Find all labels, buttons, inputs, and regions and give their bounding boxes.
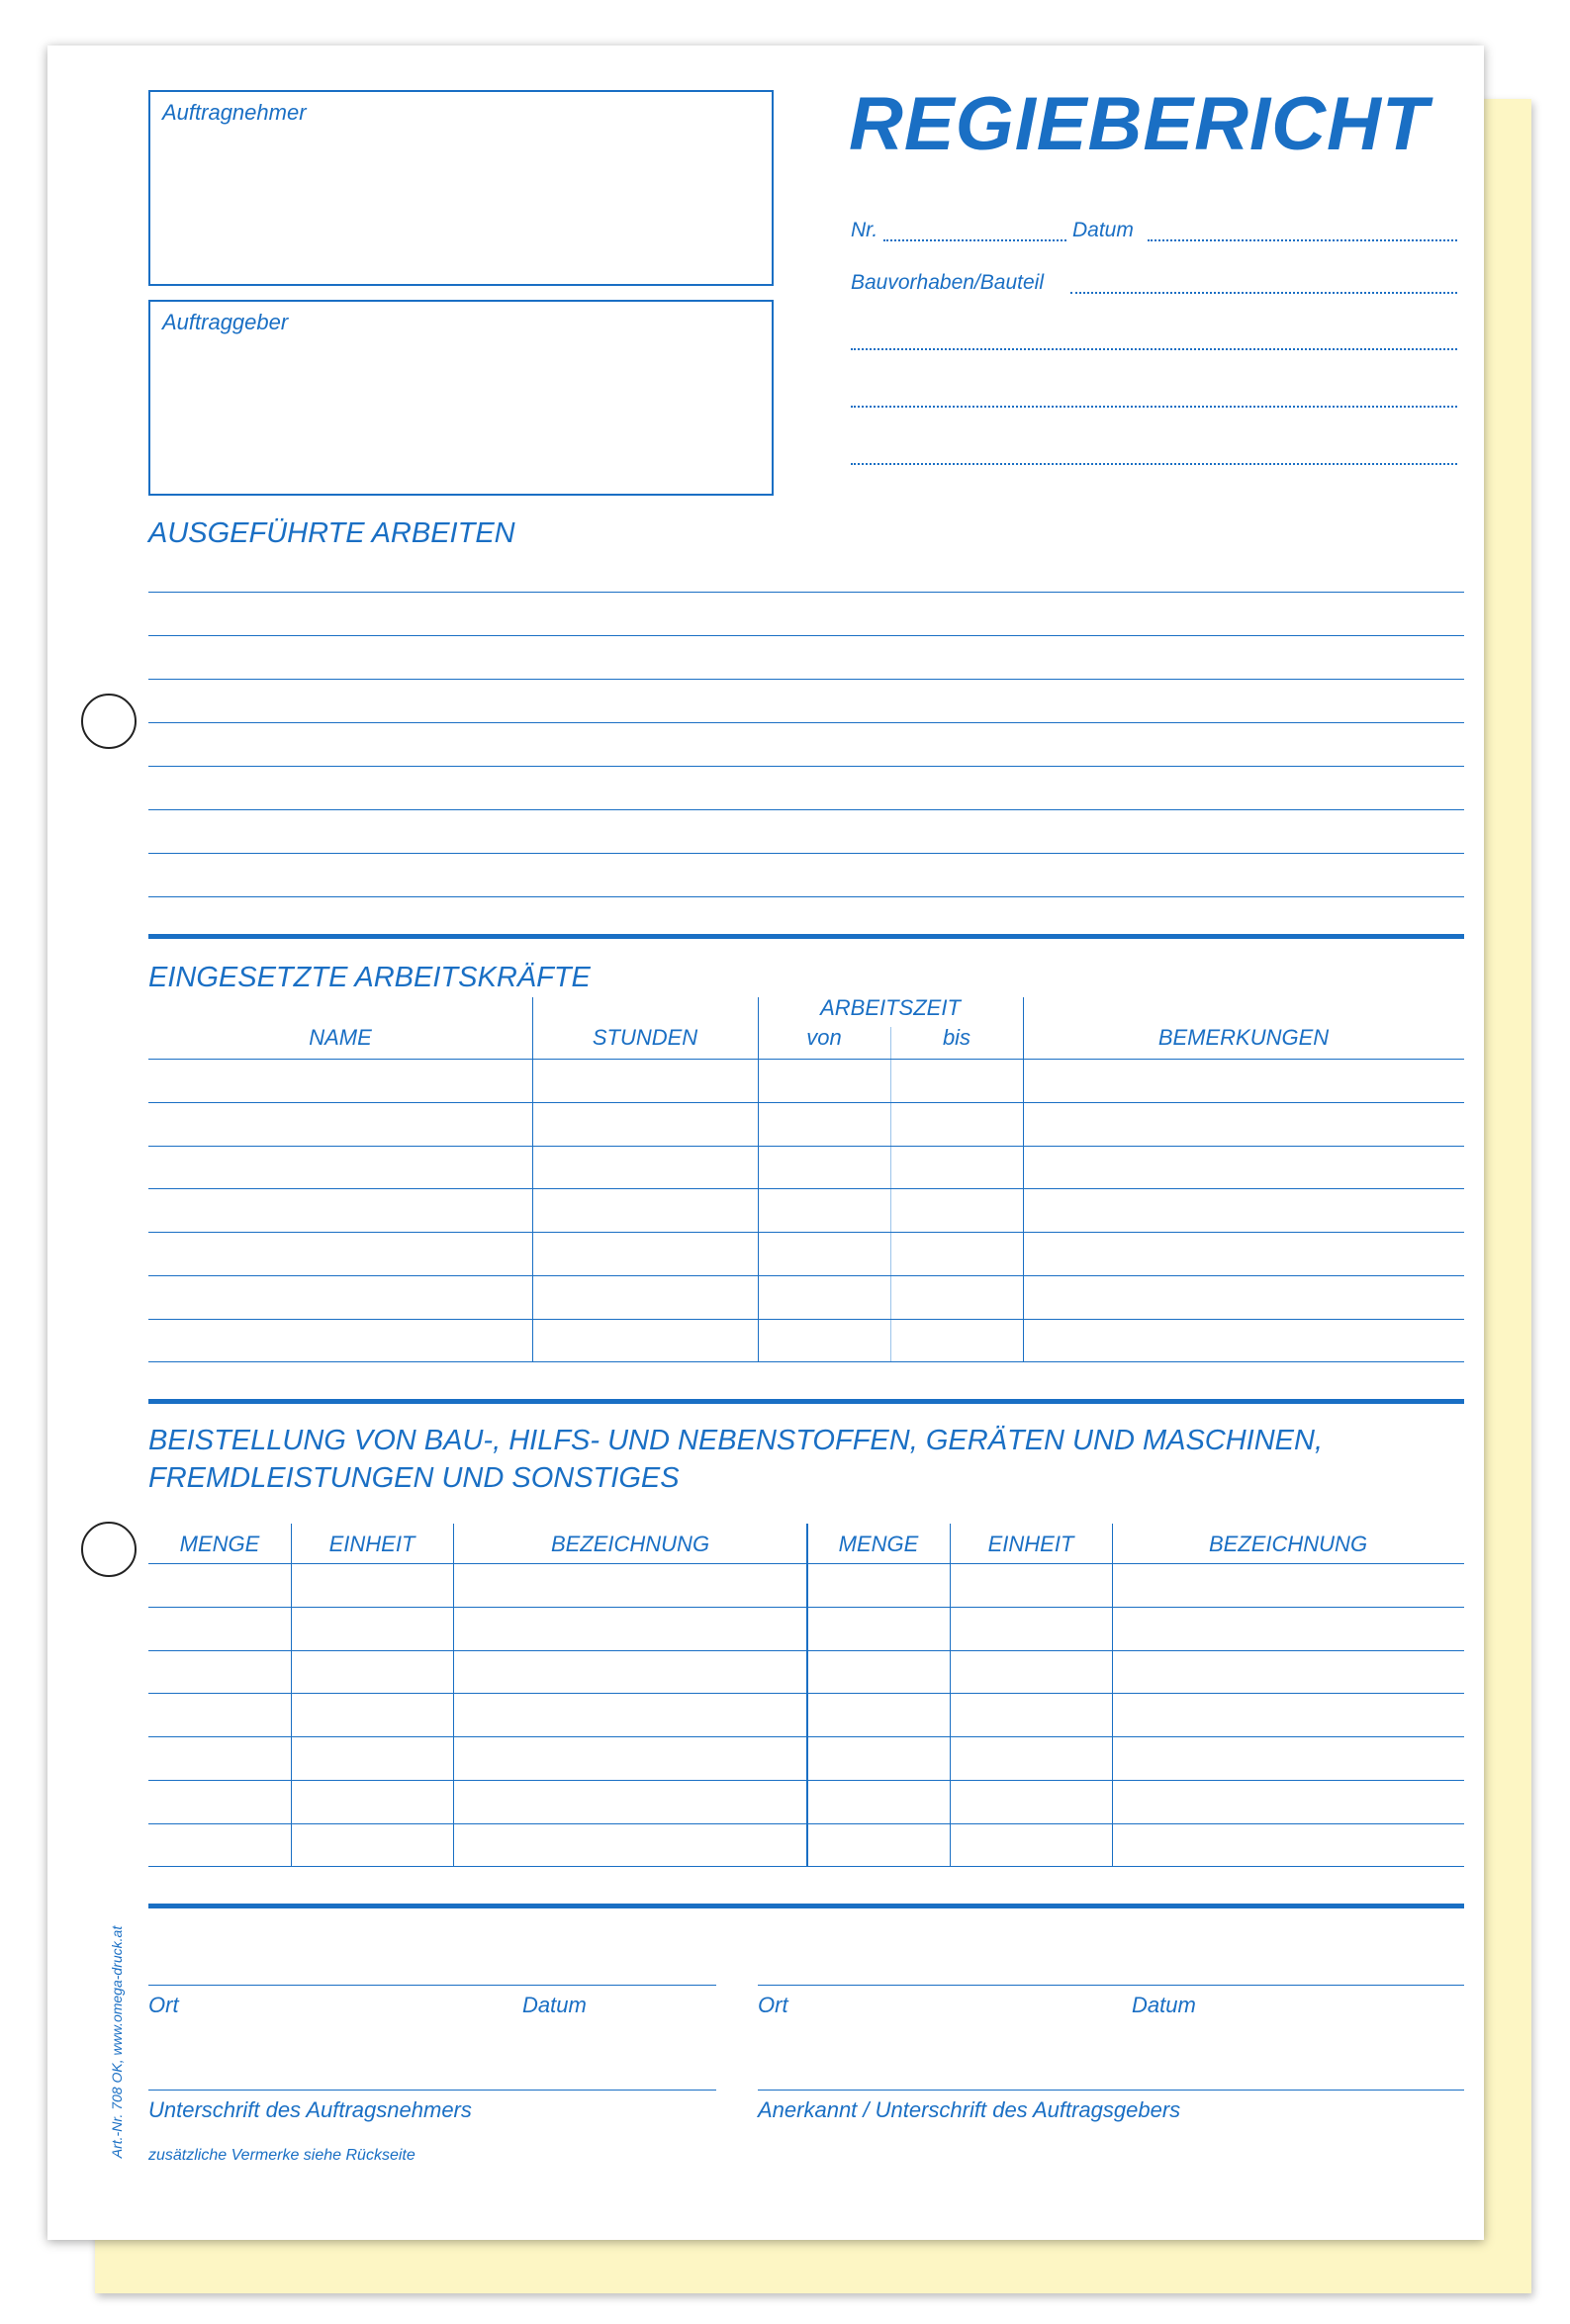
- material-row[interactable]: [148, 1650, 1464, 1651]
- materials-section-title-line1: BEISTELLUNG VON BAU-, HILFS- UND NEBENSTOFFEN, GERÄTEN UND MASCHINEN,: [148, 1425, 1324, 1456]
- col-bezeichnung-header: BEZEICHNUNG: [550, 1532, 710, 1556]
- materials-section-title-line2: FREMDLEISTUNGEN UND SONSTIGES: [148, 1462, 680, 1494]
- nr-label: Nr.: [851, 219, 878, 241]
- ort-label-right: Ort: [758, 1993, 788, 2017]
- footnote: zusätzliche Vermerke siehe Rückseite: [148, 2147, 416, 2164]
- contractor-signature-label: Unterschrift des Auftragsnehmers: [148, 2097, 472, 2122]
- work-line[interactable]: [148, 896, 1464, 897]
- col-menge-header-right: MENGE: [838, 1532, 919, 1556]
- form-title: REGIEBERICHT: [849, 82, 1430, 166]
- project-field-line-4[interactable]: [851, 463, 1457, 465]
- col-divider: [532, 997, 533, 1361]
- client-label: Auftraggeber: [162, 310, 289, 334]
- form-sheet: [47, 46, 1484, 2240]
- col-name-header: NAME: [309, 1025, 372, 1050]
- datum-label-left: Datum: [522, 1993, 587, 2017]
- project-field-line-2[interactable]: [851, 348, 1457, 350]
- col-bemerkungen-header: BEMERKUNGEN: [1157, 1025, 1330, 1050]
- work-line[interactable]: [148, 592, 1464, 593]
- project-field[interactable]: [1070, 292, 1457, 294]
- ort-datum-line-left[interactable]: [148, 1985, 716, 1986]
- col-einheit-header-right: EINHEIT: [987, 1532, 1074, 1556]
- material-row[interactable]: [148, 1780, 1464, 1781]
- datum-field[interactable]: [1148, 239, 1457, 241]
- work-line[interactable]: [148, 635, 1464, 636]
- col-stunden-header: STUNDEN: [592, 1025, 698, 1050]
- section-divider: [148, 1904, 1464, 1908]
- work-line[interactable]: [148, 766, 1464, 767]
- work-line[interactable]: [148, 853, 1464, 854]
- article-number: Art.-Nr. 708 OK, www.omega-druck.at: [109, 1925, 125, 2159]
- worker-row[interactable]: [148, 1059, 1464, 1060]
- punch-hole-top: [81, 694, 137, 749]
- worker-row[interactable]: [148, 1188, 1464, 1189]
- worker-row[interactable]: [148, 1275, 1464, 1276]
- col-divider: [890, 1027, 891, 1361]
- contractor-box[interactable]: [148, 90, 774, 286]
- col-von-header: von: [806, 1025, 842, 1050]
- worker-row[interactable]: [148, 1102, 1464, 1103]
- col-divider: [453, 1524, 454, 1866]
- material-row[interactable]: [148, 1866, 1464, 1867]
- project-field-line-3[interactable]: [851, 406, 1457, 408]
- col-divider-center: [806, 1524, 808, 1866]
- section-divider: [148, 934, 1464, 939]
- ort-label-left: Ort: [148, 1993, 179, 2017]
- contractor-signature-line[interactable]: [148, 2090, 716, 2091]
- col-divider: [291, 1524, 292, 1866]
- client-box[interactable]: [148, 300, 774, 496]
- work-section-title: AUSGEFÜHRTE ARBEITEN: [148, 517, 515, 549]
- work-line[interactable]: [148, 679, 1464, 680]
- datum-label: Datum: [1072, 219, 1134, 241]
- project-label: Bauvorhaben/Bauteil: [851, 271, 1044, 294]
- col-divider: [950, 1524, 951, 1866]
- worker-row[interactable]: [148, 1361, 1464, 1362]
- worker-row[interactable]: [148, 1146, 1464, 1147]
- ort-datum-line-right[interactable]: [758, 1985, 1464, 1986]
- col-divider: [1023, 997, 1024, 1361]
- nr-field[interactable]: [883, 239, 1066, 241]
- col-menge-header: MENGE: [179, 1532, 260, 1556]
- material-row[interactable]: [148, 1693, 1464, 1694]
- punch-hole-bottom: [81, 1522, 137, 1577]
- material-row[interactable]: [148, 1563, 1464, 1564]
- material-row[interactable]: [148, 1736, 1464, 1737]
- workers-section-title: EINGESETZTE ARBEITSKRÄFTE: [148, 962, 591, 993]
- datum-label-right: Datum: [1132, 1993, 1196, 2017]
- col-divider: [758, 997, 759, 1361]
- section-divider: [148, 1399, 1464, 1404]
- material-row[interactable]: [148, 1607, 1464, 1608]
- col-divider: [1112, 1524, 1113, 1866]
- contractor-label: Auftragnehmer: [162, 100, 307, 125]
- worker-row[interactable]: [148, 1319, 1464, 1320]
- material-row[interactable]: [148, 1823, 1464, 1824]
- col-bezeichnung-header-right: BEZEICHNUNG: [1208, 1532, 1368, 1556]
- col-bis-header: bis: [942, 1025, 971, 1050]
- col-einheit-header: EINHEIT: [328, 1532, 416, 1556]
- work-line[interactable]: [148, 722, 1464, 723]
- col-arbeitszeit-header: ARBEITSZEIT: [820, 995, 961, 1020]
- work-line[interactable]: [148, 809, 1464, 810]
- client-signature-line[interactable]: [758, 2090, 1464, 2091]
- client-signature-label: Anerkannt / Unterschrift des Auftragsgebers: [758, 2097, 1181, 2122]
- worker-row[interactable]: [148, 1232, 1464, 1233]
